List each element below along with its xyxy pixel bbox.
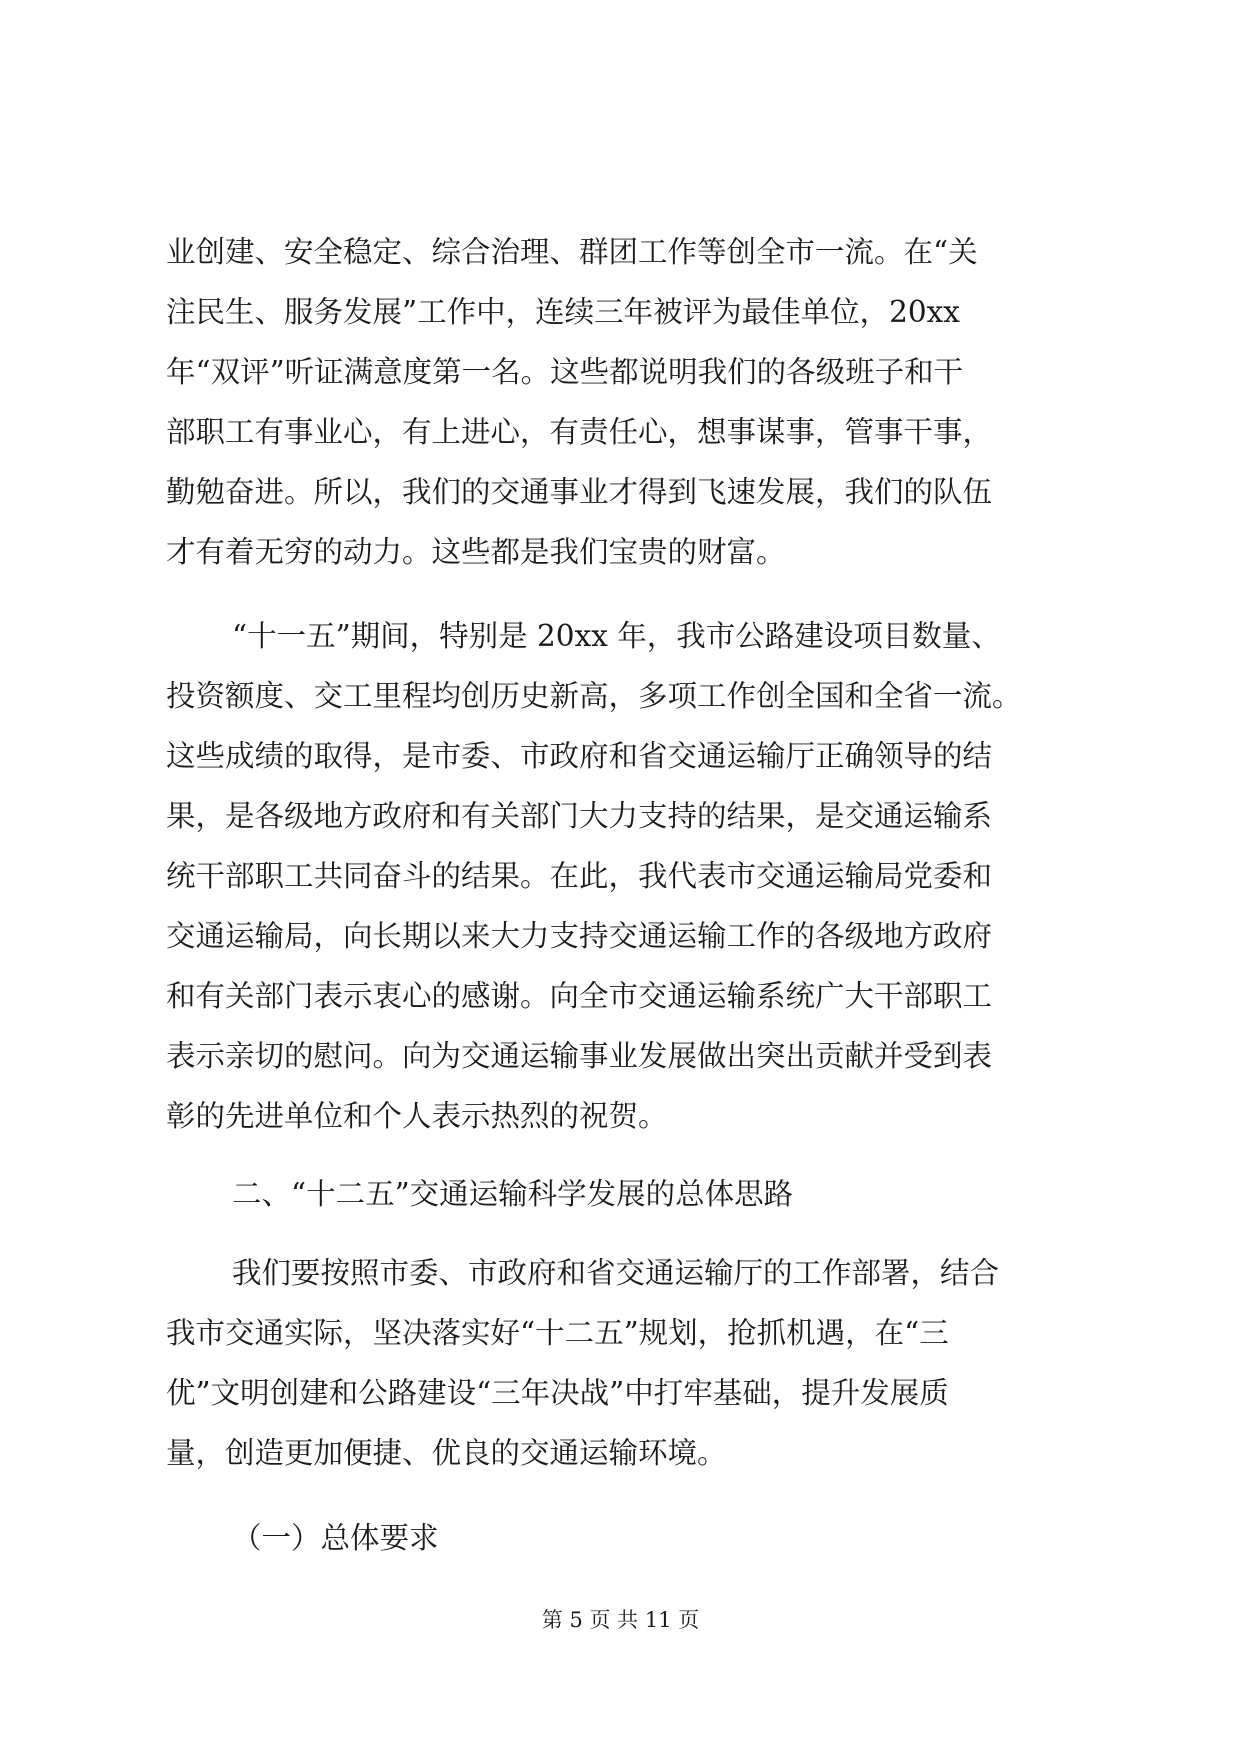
text-line: 和有关部门表示衷心的感谢。向全市交通运输系统广大干部职工	[166, 979, 993, 1013]
paragraph-first-line: “十一五”期间，特别是 20xx 年，我市公路建设项目数量、	[232, 619, 1001, 653]
paragraph-first-line: 我们要按照市委、市政府和省交通运输厅的工作部署，结合	[232, 1256, 1000, 1290]
text-line: 彰的先进单位和个人表示热烈的祝贺。	[166, 1099, 668, 1133]
text-line: 优”文明创建和公路建设“三年决战”中打牢基础，提升发展质	[166, 1376, 949, 1410]
text-line: 统干部职工共同奋斗的结果。在此，我代表市交通运输局党委和	[166, 859, 993, 893]
text-line: 才有着无穷的动力。这些都是我们宝贵的财富。	[166, 535, 786, 569]
text-line: 我市交通实际，坚决落实好“十二五”规划，抢抓机遇，在“三	[166, 1316, 949, 1350]
text-line: 量，创造更加便捷、优良的交通运输环境。	[166, 1436, 727, 1470]
text-line: 投资额度、交工里程均创历史新高，多项工作创全国和全省一流。	[166, 679, 1022, 713]
section-heading: 二、“十二五”交通运输科学发展的总体思路	[232, 1177, 794, 1211]
text-line: 年“双评”听证满意度第一名。这些都说明我们的各级班子和干	[166, 355, 964, 389]
text-line: 交通运输局，向长期以来大力支持交通运输工作的各级地方政府	[166, 919, 993, 953]
subsection-heading: （一）总体要求	[232, 1521, 439, 1555]
text-line: 果，是各级地方政府和有关部门大力支持的结果，是交通运输系	[166, 799, 993, 833]
text-line: 勤勉奋进。所以，我们的交通事业才得到飞速发展，我们的队伍	[166, 475, 993, 509]
text-line: 表示亲切的慰问。向为交通运输事业发展做出突出贡献并受到表	[166, 1039, 993, 1073]
text-line: 部职工有事业心，有上进心，有责任心，想事谋事，管事干事，	[166, 415, 993, 449]
text-line: 注民生、服务发展”工作中，连续三年被评为最佳单位，20xx	[166, 295, 960, 329]
page-number-footer: 第 5 页 共 11 页	[541, 1608, 700, 1632]
text-line: 这些成绩的取得，是市委、市政府和省交通运输厅正确领导的结	[166, 739, 993, 773]
text-line: 业创建、安全稳定、综合治理、群团工作等创全市一流。在“关	[166, 235, 978, 269]
